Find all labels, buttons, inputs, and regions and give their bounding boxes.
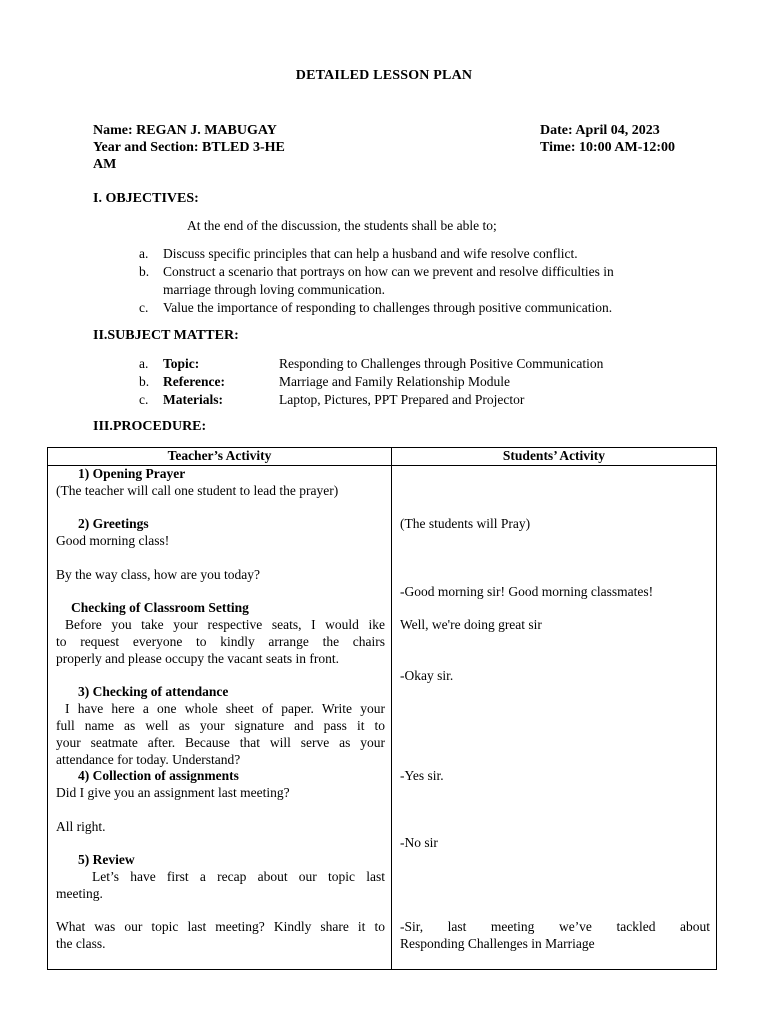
- objectives-heading: I. OBJECTIVES:: [93, 191, 199, 206]
- teacher-line: properly and please occupy the vacant seats in front.: [56, 651, 340, 666]
- procedure-heading: III.PROCEDURE:: [93, 419, 207, 434]
- subject-value: Marriage and Family Relationship Module: [279, 374, 510, 389]
- list-marker: c.: [139, 300, 149, 315]
- list-marker: c.: [139, 392, 149, 407]
- students-activity-header: Students’ Activity: [392, 448, 717, 466]
- subject-key: Topic:: [163, 356, 200, 371]
- list-marker: a.: [139, 356, 149, 371]
- teacher-line: the class.: [56, 936, 106, 951]
- students-activity-cell: [392, 466, 717, 970]
- student-line: -Sir, last meeting we’ve tackled about: [400, 919, 710, 934]
- teacher-line: (The teacher will call one student to lead the prayer): [56, 483, 339, 498]
- step-title: 2) Greetings: [78, 516, 149, 531]
- list-marker: b.: [139, 374, 150, 389]
- teacher-activity-cell: [48, 466, 392, 970]
- objectives-intro: At the end of the discussion, the students shall be able to;: [187, 218, 497, 233]
- objectives-list: [139, 245, 699, 317]
- document-title: DETAILED LESSON PLAN: [295, 68, 473, 83]
- teacher-line: By the way class, how are you today?: [56, 567, 260, 582]
- lesson-date: Date: April 04, 2023: [540, 123, 660, 138]
- subject-value: Responding to Challenges through Positive Communication: [279, 356, 604, 371]
- teacher-line: Did I give you an assignment last meeting?: [56, 785, 290, 800]
- teacher-line: All right.: [56, 819, 106, 834]
- teacher-line: I have here a one whole sheet of paper. Write your: [65, 701, 385, 716]
- student-line: Responding Challenges in Marriage: [400, 936, 595, 951]
- step-title: 3) Checking of attendance: [78, 684, 229, 699]
- student-line: -No sir: [400, 835, 438, 850]
- student-line: -Okay sir.: [400, 668, 454, 683]
- student-line: (The students will Pray): [400, 516, 531, 531]
- subject-matter-heading: II.SUBJECT MATTER:: [93, 328, 239, 343]
- lesson-time-cont: AM: [93, 157, 117, 172]
- list-item: [139, 263, 699, 299]
- objective-text: Construct a scenario that portrays on how can we prevent and resolve difficulties in: [163, 264, 614, 279]
- teacher-line: meeting.: [56, 886, 103, 901]
- teacher-activity-header: Teacher’s Activity: [48, 448, 392, 466]
- list-marker: a.: [139, 246, 149, 261]
- subject-key: Materials:: [163, 392, 223, 407]
- step-title: 4) Collection of assignments: [78, 768, 239, 783]
- step-title: 1) Opening Prayer: [78, 466, 186, 481]
- teacher-line: Before you take your respective seats, I would ike: [65, 617, 385, 632]
- teacher-line: attendance for today. Understand?: [56, 752, 241, 767]
- list-item: [139, 245, 699, 263]
- teacher-line: to request everyone to kindly arrange the chairs: [56, 634, 385, 649]
- step-title: 5) Review: [78, 852, 135, 867]
- teacher-line: full name as well as your signature and pass it to: [56, 718, 385, 733]
- objective-text-cont: marriage through loving communication.: [163, 282, 385, 297]
- teacher-line: your seatmate after. Because that will serve as your: [56, 735, 385, 750]
- table-row: [48, 466, 717, 970]
- objective-text: Discuss specific principles that can help a husband and wife resolve conflict.: [163, 246, 578, 261]
- teacher-line: Good morning class!: [56, 533, 170, 548]
- teacher-line: Let’s have first a recap about our topic last: [92, 869, 385, 884]
- year-section: Year and Section: BTLED 3-HE: [93, 140, 285, 155]
- procedure-table: [47, 447, 717, 970]
- subject-value: Laptop, Pictures, PPT Prepared and Projector: [279, 392, 525, 407]
- list-item: [139, 299, 699, 317]
- student-line: Well, we're doing great sir: [400, 617, 542, 632]
- teacher-line: What was our topic last meeting? Kindly share it to: [56, 919, 385, 934]
- student-line: -Yes sir.: [400, 768, 444, 783]
- list-marker: b.: [139, 264, 150, 279]
- lesson-time: Time: 10:00 AM-12:00: [540, 140, 676, 155]
- subject-key: Reference:: [163, 374, 225, 389]
- table-header-row: [48, 448, 717, 466]
- student-line: -Good morning sir! Good morning classmates!: [400, 584, 654, 599]
- objective-text: Value the importance of responding to challenges through positive communication.: [163, 300, 613, 315]
- step-title: Checking of Classroom Setting: [71, 600, 249, 615]
- teacher-name: Name: REGAN J. MABUGAY: [93, 123, 277, 138]
